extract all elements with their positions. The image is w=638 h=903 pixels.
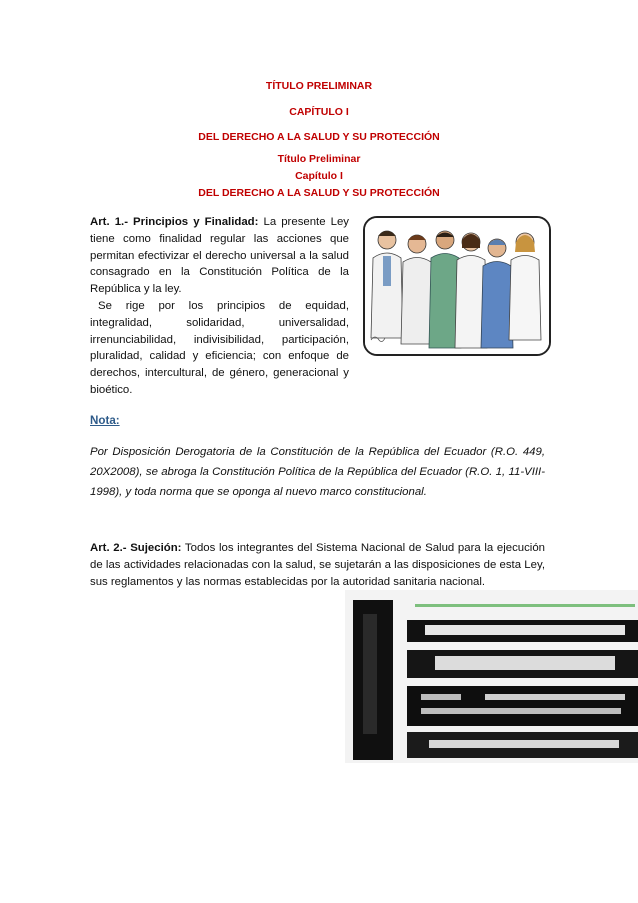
- health-professionals-illustration: [363, 216, 551, 356]
- section-heading: DEL DERECHO A LA SALUD Y SU PROTECCIÓN: [198, 131, 440, 143]
- capitulo-heading: CAPÍTULO I: [289, 106, 349, 118]
- article-1-text: La presente Ley tiene como finalidad regular las acciones que permitan efectivizar el derecho universal a la salud consagrado en la Constitución Política de la República y la ley.: [90, 216, 349, 296]
- scanned-page-image-icon: [345, 590, 638, 763]
- doctors-drawing-icon: [365, 218, 549, 354]
- scanned-document-fragment: [345, 590, 638, 763]
- nota-text: Por Disposición Derogatoria de la Constitución de la República del Ecuador (R.O. 449, 20X2008), se abroga la Constitución Política de la República del Ecuador (R.O. 1, 11-VIII-1998), y toda norma que se oponga al nuevo marco constitucional.: [90, 446, 545, 498]
- article-2-label: Art. 2.- Sujeción:: [90, 542, 182, 554]
- article-2-text: Todos los integrantes del Sistema Nacional de Salud para la ejecución de las actividades relacionadas con la salud, se sujetarán a las disposiciones de esta Ley, sus reglamentos y las normas establecidas por la autoridad sanitaria nacional.: [90, 542, 545, 588]
- titulo-preliminar-heading: TÍTULO PRELIMINAR: [265, 80, 373, 92]
- capitulo-subheading: Capítulo I: [295, 170, 343, 182]
- article-1: [90, 214, 349, 399]
- article-2: [90, 540, 545, 590]
- section-subheading: DEL DERECHO A LA SALUD Y SU PROTECCIÓN: [198, 187, 440, 199]
- article-1-principles: Se rige por los principios de equidad, integralidad, solidaridad, universalidad, irrenunciabilidad, indivisibilidad, participación, pluralidad, calidad y eficiencia; con enfoque de derechos, intercultural, de género, generacional y bioético.: [90, 299, 349, 396]
- nota-label: Nota:: [90, 414, 120, 427]
- titulo-preliminar-subheading: Título Preliminar: [277, 153, 361, 165]
- article-1-label: Art. 1.- Principios y Finalidad:: [90, 216, 259, 228]
